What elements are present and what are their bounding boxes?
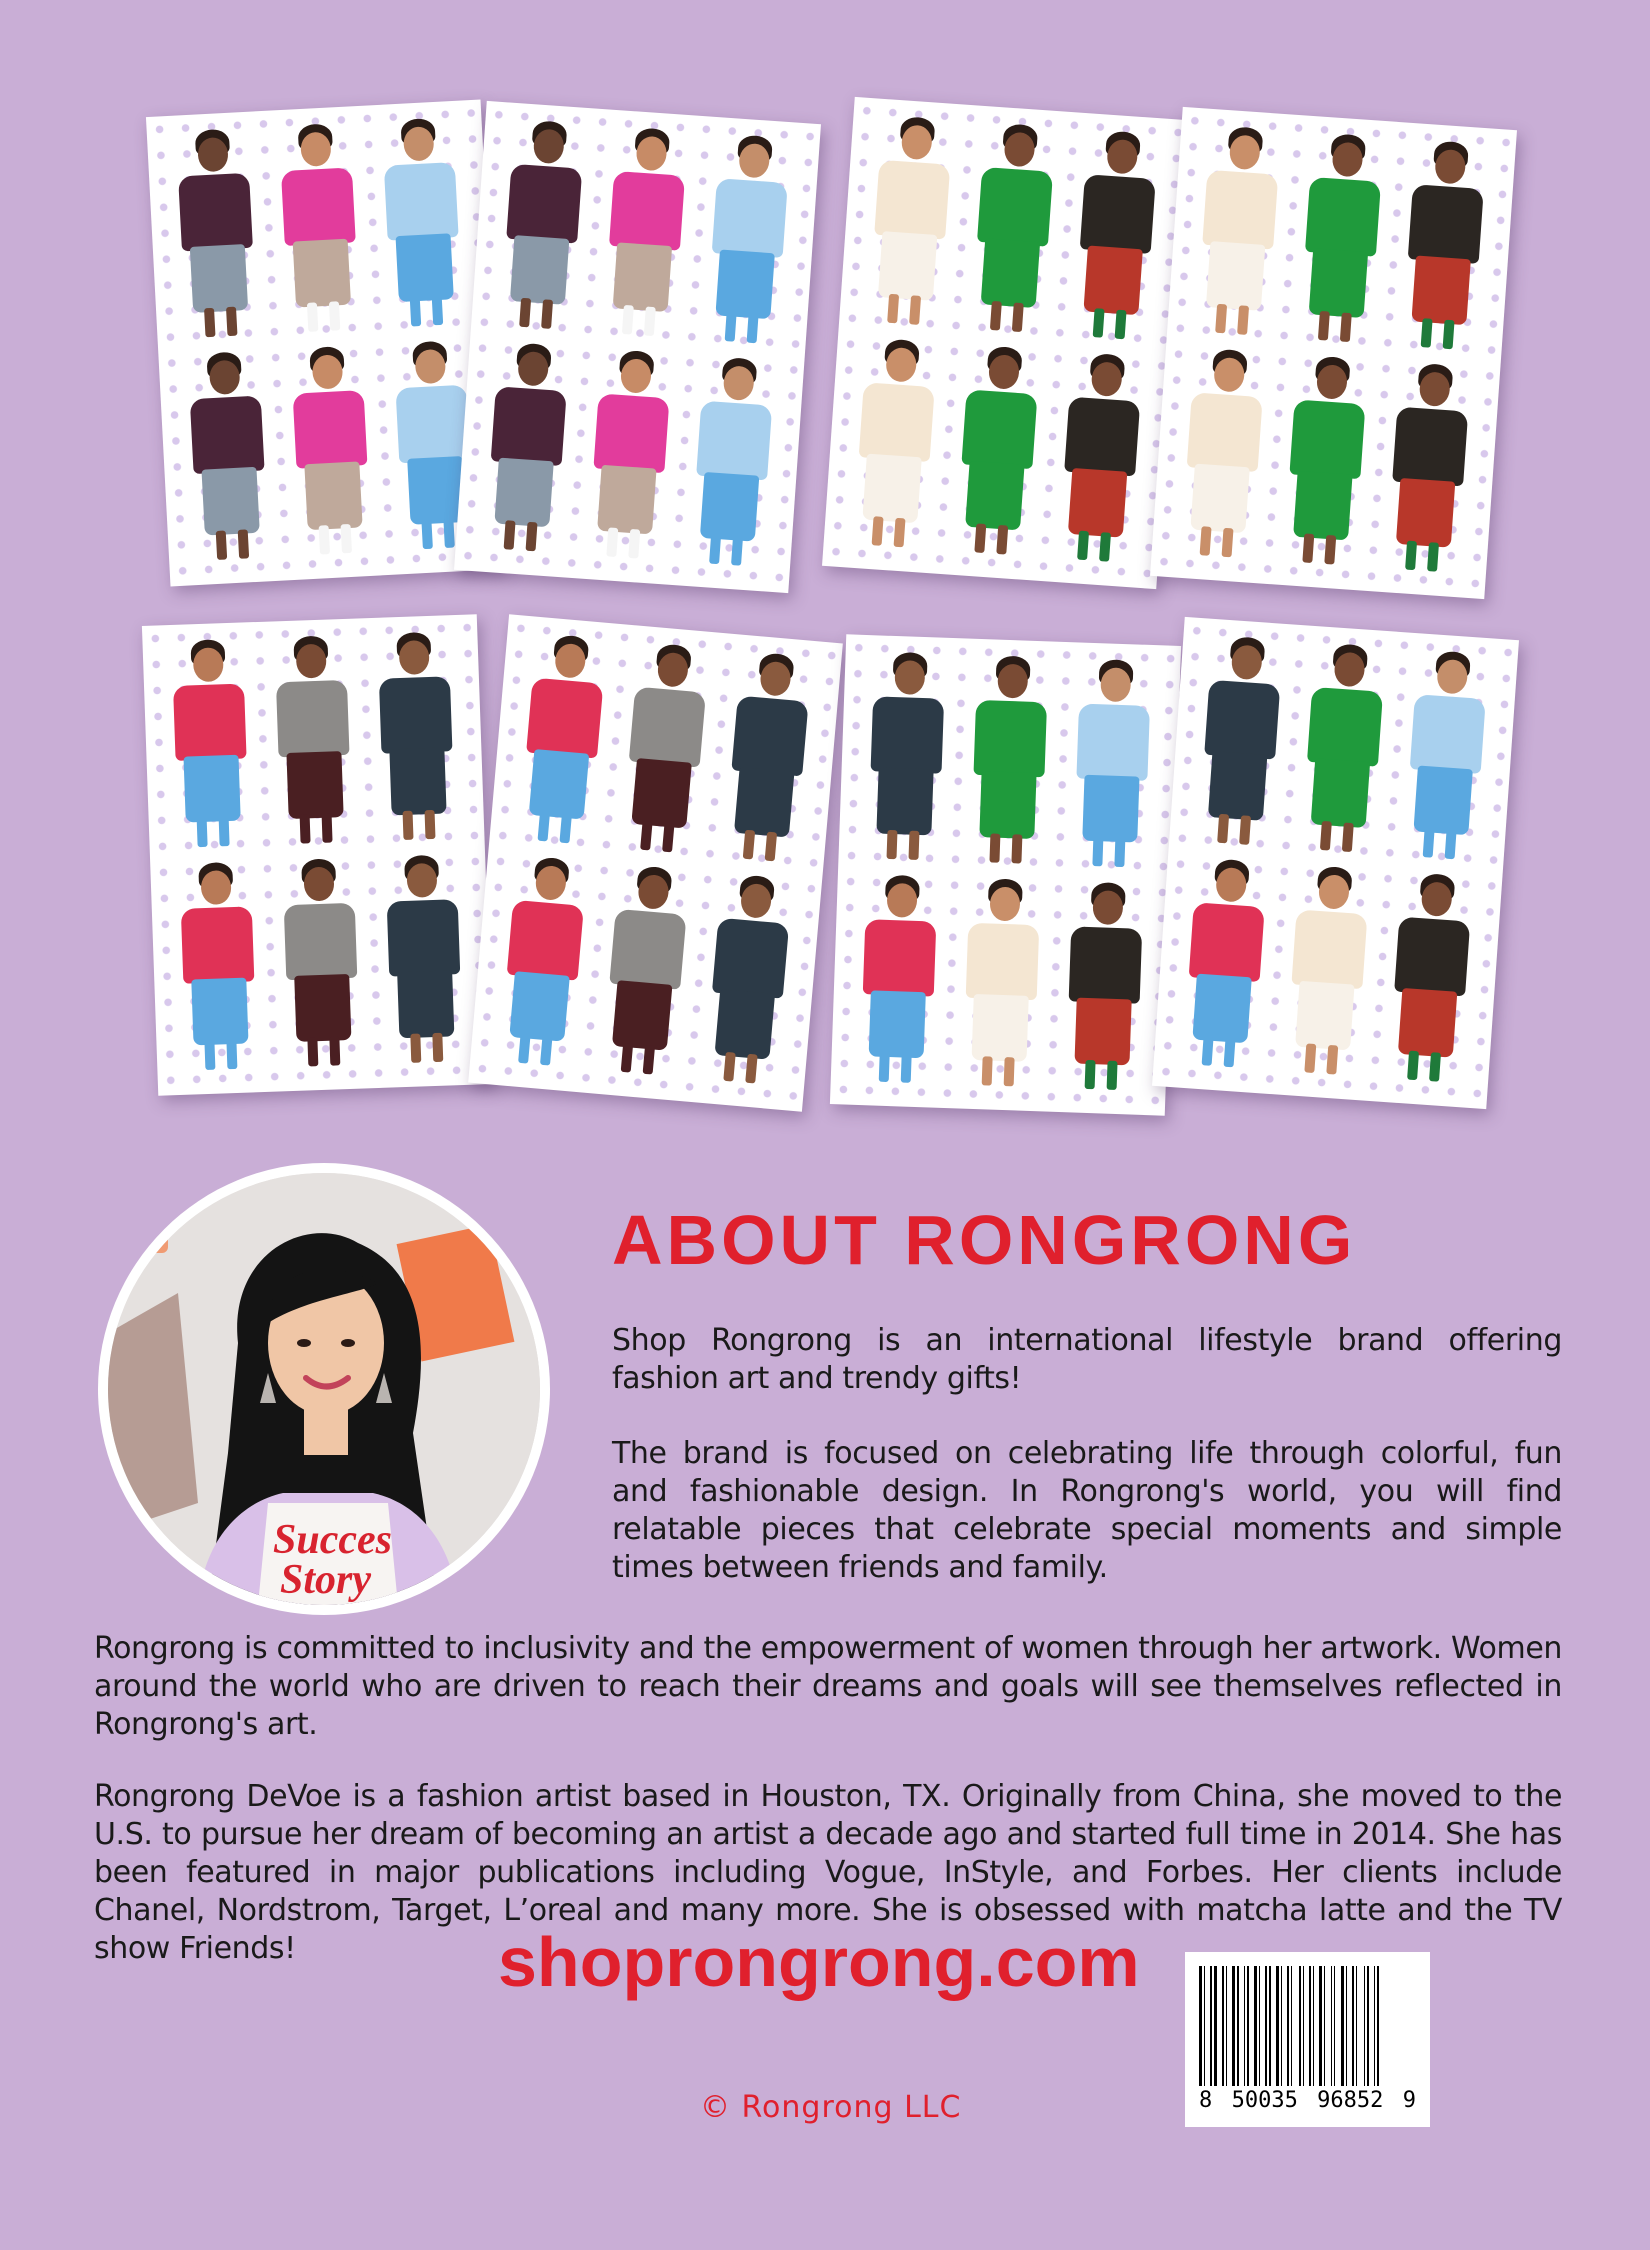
copyright-notice: © Rongrong LLC bbox=[700, 2090, 962, 2125]
bottom-sticker-sheet bbox=[830, 634, 1181, 1115]
about-paragraph-intro: Shop Rongrong is an international lifestyle brand offering fashion art and trendy gifts! bbox=[612, 1323, 1562, 1396]
about-paragraph-brand: The brand is focused on celebrating life through colorful, fun and fashionable design. In Rongrong's world, you will find relatable pieces that celebrate special moments and simple times between friends and family. bbox=[612, 1436, 1562, 1585]
sticker-figure bbox=[1377, 875, 1484, 1088]
sticker-figure bbox=[1062, 132, 1169, 345]
sticker-figure bbox=[161, 642, 261, 852]
barcode-digits bbox=[1199, 2088, 1416, 2113]
artist-portrait bbox=[98, 1163, 550, 1615]
sticker-figure bbox=[1171, 861, 1278, 1074]
sticker-figure bbox=[271, 861, 371, 1071]
sticker-figure bbox=[374, 858, 474, 1068]
sticker-figure bbox=[1185, 128, 1292, 341]
shirt-text-line1: Succes bbox=[273, 1517, 392, 1563]
sticker-figure bbox=[959, 659, 1059, 869]
sticker-figure bbox=[473, 345, 580, 558]
sticker-figure bbox=[679, 359, 786, 572]
sticker-figure bbox=[279, 349, 383, 561]
sticker-figure bbox=[507, 636, 618, 850]
sticker-figure bbox=[264, 639, 364, 849]
barcode bbox=[1185, 1952, 1430, 2127]
sticker-figure bbox=[610, 645, 721, 859]
barcode-digit-group: 96852 bbox=[1317, 2088, 1384, 2113]
sticker-figure bbox=[1054, 885, 1154, 1095]
sticker-figure bbox=[1290, 645, 1397, 858]
bottom-sticker-sheet bbox=[142, 614, 493, 1095]
sticker-figure bbox=[1062, 662, 1162, 872]
sticker-figure bbox=[366, 635, 466, 845]
top-sticker-sheet bbox=[454, 101, 821, 593]
sticker-figure bbox=[488, 858, 599, 1072]
bottom-sticker-sheet bbox=[1152, 617, 1519, 1109]
sticker-figure bbox=[1272, 358, 1379, 571]
sticker-figure bbox=[960, 125, 1067, 338]
sticker-figure bbox=[489, 122, 596, 335]
top-sticker-sheet bbox=[146, 100, 505, 587]
sticker-figure bbox=[590, 867, 701, 1081]
portrait-illustration bbox=[108, 1173, 540, 1605]
sticker-figure bbox=[1169, 351, 1276, 564]
shirt-text-line2: Story bbox=[280, 1557, 372, 1603]
portrait-image bbox=[108, 1173, 540, 1605]
sticker-figure bbox=[1187, 638, 1294, 851]
about-paragraph-inclusivity: Rongrong is committed to inclusivity and the empowerment of women through her artwork. Women around the world who are driven to reach their dreams and goals will see themselves reflected in Rongrong's art. bbox=[94, 1631, 1562, 1742]
sticker-figure bbox=[1274, 868, 1381, 1081]
website-url[interactable]: shoprongrong.com bbox=[498, 1923, 1140, 2001]
sticker-figure bbox=[849, 878, 949, 1088]
sticker-figure bbox=[856, 655, 956, 865]
sticker-figure bbox=[712, 654, 823, 868]
barcode-digit-group: 9 bbox=[1402, 2088, 1416, 2113]
sticker-figure bbox=[268, 126, 372, 338]
about-title: ABOUT RONGRONG bbox=[612, 1201, 1357, 1279]
sticker-figure bbox=[694, 136, 801, 349]
sticker-figure bbox=[1390, 142, 1497, 355]
sticker-figure bbox=[944, 348, 1051, 561]
barcode-digit-group: 8 bbox=[1199, 2088, 1213, 2113]
sticker-figure bbox=[1375, 365, 1482, 578]
sticker-figure bbox=[693, 876, 804, 1090]
sticker-figure bbox=[1392, 652, 1499, 865]
barcode-bars bbox=[1199, 1966, 1416, 2086]
barcode-digit-group: 50035 bbox=[1231, 2088, 1298, 2113]
sticker-figure bbox=[1288, 135, 1395, 348]
sticker-figure bbox=[952, 881, 1052, 1091]
sticker-figure bbox=[177, 354, 281, 566]
top-sticker-sheet bbox=[1150, 107, 1517, 599]
top-sticker-sheet bbox=[822, 97, 1189, 589]
sticker-figure bbox=[1047, 355, 1154, 568]
about-paragraph-bio: Rongrong DeVoe is a fashion artist based in Houston, TX. Originally from China, she moved to the U.S. to pursue her dream of becoming an artist a decade ago and started full time in 2014. She has been featured in major publications including Vogue, InStyle, and Forbes. Her clients include Chanel, Nordstrom, Target, L’oreal and many more. She is obsessed with matcha latte and the TV show Friends! bbox=[94, 1779, 1562, 1966]
sticker-figure bbox=[592, 129, 699, 342]
sticker-figure bbox=[168, 865, 268, 1075]
sticker-figure bbox=[165, 131, 269, 343]
sticker-figure bbox=[841, 341, 948, 554]
bottom-sticker-sheet bbox=[468, 614, 843, 1111]
sticker-figure bbox=[371, 120, 475, 332]
sticker-figure bbox=[857, 118, 964, 331]
sticker-figure bbox=[576, 352, 683, 565]
